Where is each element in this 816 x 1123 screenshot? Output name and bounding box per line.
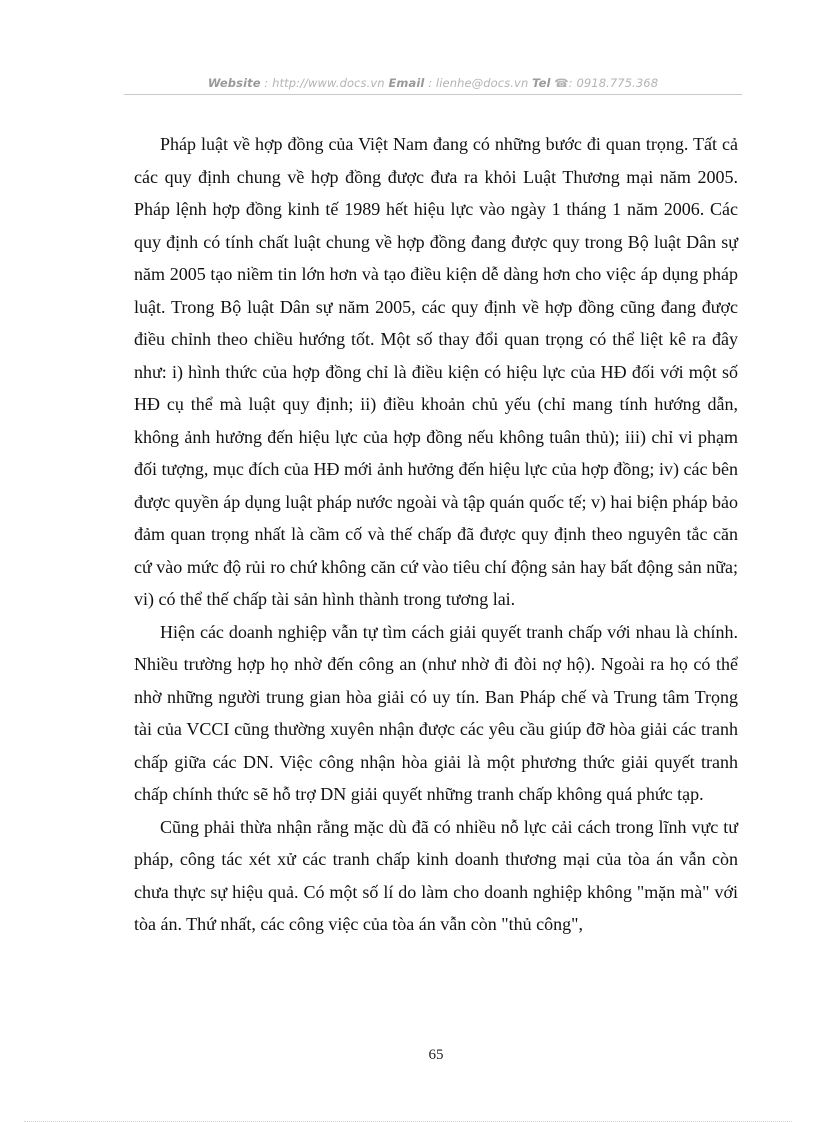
website-label: Website — [207, 76, 261, 90]
body-text — [134, 128, 738, 941]
tel-label: Tel — [532, 76, 551, 90]
tel-value: ☎: 0918.775.368 — [554, 76, 659, 90]
header-divider — [124, 94, 742, 95]
page-header — [124, 76, 742, 90]
email-value: : lienhe@docs.vn — [428, 76, 529, 90]
page-number: 65 — [428, 1047, 444, 1063]
footer-divider — [24, 1121, 792, 1122]
paragraph-2: Hiện các doanh nghiệp vẫn tự tìm cách giải quyết tranh chấp với nhau là chính. Nhiều trường hợp họ nhờ đến công an (như nhờ đi đòi nợ hộ). Ngoài ra họ có thể nhờ những người trung gian hòa giải có uy tín. Ban Pháp chế và Trung tâm Trọng tài của VCCI cũng thường xuyên nhận được các yêu cầu giúp đỡ hòa giải các tranh chấp giữa các DN. Việc công nhận hòa giải là một phương thức giải quyết tranh chấp chính thức sẽ hỗ trợ DN giải quyết những tranh chấp không quá phức tạp. — [134, 621, 738, 804]
paragraph-1: Pháp luật về hợp đồng của Việt Nam đang có những bước đi quan trọng. Tất cả các quy định chung về hợp đồng được đưa ra khỏi Luật Thương mại năm 2005. Pháp lệnh hợp đồng kinh tế 1989 hết hiệu lực vào ngày 1 tháng 1 năm 2006. Các quy định có tính chất luật chung về hợp đồng đang được quy trong Bộ luật Dân sự năm 2005 tạo niềm tin lớn hơn và tạo điều kiện dễ dàng hơn cho việc áp dụng pháp luật. Trong Bộ luật Dân sự năm 2005, các quy định về hợp đồng cũng đang được điều chỉnh theo chiều hướng tốt. Một số thay đổi quan trọng có thể liệt kê ra đây như: i) hình thức của hợp đồng chỉ là điều kiện có hiệu lực của HĐ đối với một số HĐ cụ thể mà luật quy định; ii) điều khoản chủ yếu (chỉ mang tính hướng dẫn, không ảnh hưởng đến hiệu lực của hợp đồng nếu không tuân thủ); iii) chỉ vi phạm đối tượng, mục đích của HĐ mới ảnh hưởng đến hiệu lực của hợp đồng; iv) các bên được quyền áp dụng luật pháp nước ngoài và tập quán quốc tế; v) hai biện pháp bảo đảm quan trọng nhất là cầm cố và thế chấp đã được quy định theo nguyên tắc căn cứ vào mức độ rủi ro chứ không căn cứ vào tiêu chí động sản hay bất động sản nữa; vi) có thể thế chấp tài sản hình thành trong tương lai. — [134, 134, 738, 609]
paragraph-3: Cũng phải thừa nhận rằng mặc dù đã có nhiều nỗ lực cải cách trong lĩnh vực tư pháp, công tác xét xử các tranh chấp kinh doanh thương mại của tòa án vẫn còn chưa thực sự hiệu quả. Có một số lí do làm cho doanh nghiệp không "mặn mà" với tòa án. Thứ nhất, các công việc của tòa án vẫn còn "thủ công", — [134, 816, 738, 934]
email-label: Email — [388, 76, 425, 90]
website-value: : http://www.docs.vn — [264, 76, 385, 90]
